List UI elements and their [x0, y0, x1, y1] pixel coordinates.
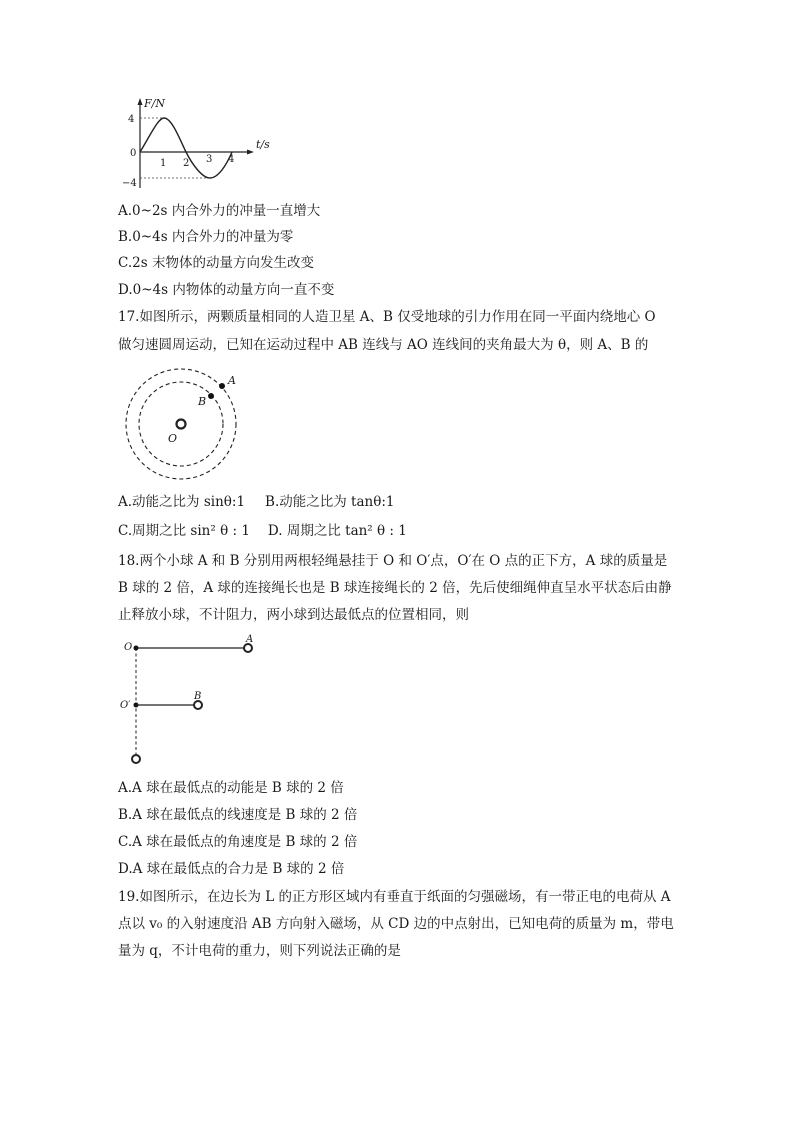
- q16-option-a: A.0~2s 内合外力的冲量一直增大: [118, 203, 321, 219]
- q17-options-row-2: [118, 522, 407, 540]
- q19-stem-line-1: 19.如图所示，在边长为 L 的正方形区域内有垂直于纸面的匀强磁场，有一带正电的电荷从 A: [118, 889, 671, 905]
- q18-stem-line-2: B 球的 2 倍，A 球的连接绳长也是 B 球连接绳长的 2 倍，先后使细绳伸直呈水平状态后由静: [118, 580, 672, 596]
- q16-option-c: C.2s 末物体的动量方向发生改变: [118, 255, 314, 271]
- y-axis-label: F/N: [144, 97, 165, 110]
- q19-stem-line-3: 量为 q，不计电荷的重力，则下列说法正确的是: [118, 943, 401, 959]
- ball-b: [194, 701, 202, 709]
- y-axis-arrow: [138, 98, 143, 105]
- q18-option-b: B.A 球在最低点的线速度是 B 球的 2 倍: [118, 807, 358, 823]
- q19-stem-line-2: 点以 v₀ 的入射速度沿 AB 方向射入磁场，从 CD 边的中点射出，已知电荷的质量为 m，带电: [118, 916, 674, 932]
- q18-option-a: A.A 球在最低点的动能是 B 球的 2 倍: [118, 780, 344, 796]
- ball-a: [244, 644, 252, 652]
- x-axis-arrow: [247, 150, 254, 155]
- x-axis-label: t/s: [256, 138, 270, 151]
- earth-center: [177, 420, 186, 429]
- label-b: B: [198, 395, 207, 408]
- label-a: A: [228, 374, 236, 387]
- label-o-prime: O′: [120, 700, 131, 711]
- y-tick-neg4: −4: [122, 178, 137, 189]
- q18-option-d: D.A 球在最低点的合力是 B 球的 2 倍: [118, 861, 345, 877]
- y-tick-0: 0: [130, 148, 137, 159]
- x-tick-3: 3: [206, 154, 213, 165]
- y-tick-4: 4: [128, 114, 135, 125]
- lowest-point-ball: [132, 755, 140, 763]
- label-o: O: [124, 642, 133, 653]
- q17-option-d: D. 周期之比 tan² θ : 1: [267, 523, 407, 539]
- x-tick-4: 4: [228, 154, 235, 165]
- q18-stem-line-3: 止释放小球，不计阻力，两小球到达最低点的位置相同，则: [118, 607, 469, 623]
- q18-option-c: C.A 球在最低点的角速度是 B 球的 2 倍: [118, 834, 358, 850]
- q16-option-d: D.0~4s 内物体的动量方向一直不变: [118, 282, 335, 298]
- force-curve: [140, 118, 235, 178]
- pendulum-figure: [118, 634, 268, 774]
- q17-option-a: A.动能之比为 sinθ:1: [118, 494, 246, 510]
- q17-stem-line-2: 做匀速圆周运动，已知在运动过程中 AB 连线与 AO 连线间的夹角最大为 θ，则 A、B 的: [118, 337, 649, 353]
- label-o: O: [168, 432, 178, 445]
- satellite-orbit-figure: [118, 366, 248, 492]
- satellite-b: [208, 393, 214, 399]
- satellite-a: [219, 383, 225, 389]
- label-b: B: [194, 691, 202, 702]
- x-tick-1: 1: [160, 158, 167, 169]
- label-a: A: [246, 634, 254, 645]
- q16-option-b: B.0~4s 内合外力的冲量为零: [118, 229, 294, 245]
- q17-option-b: B.动能之比为 tanθ:1: [265, 494, 395, 510]
- q17-options-row-1: [118, 493, 394, 511]
- x-tick-2: 2: [183, 158, 190, 169]
- q17-option-c: C.周期之比 sin² θ : 1: [118, 523, 250, 539]
- q17-stem-line-1: 17.如图所示，两颗质量相同的人造卫星 A、B 仅受地球的引力作用在同一平面内绕地心 O: [118, 309, 656, 325]
- force-time-graph: [118, 96, 278, 192]
- q18-stem-line-1: 18.两个小球 A 和 B 分别用两根轻绳悬挂于 O 和 O′点，O′在 O 点的正下方，A 球的质量是: [118, 553, 668, 569]
